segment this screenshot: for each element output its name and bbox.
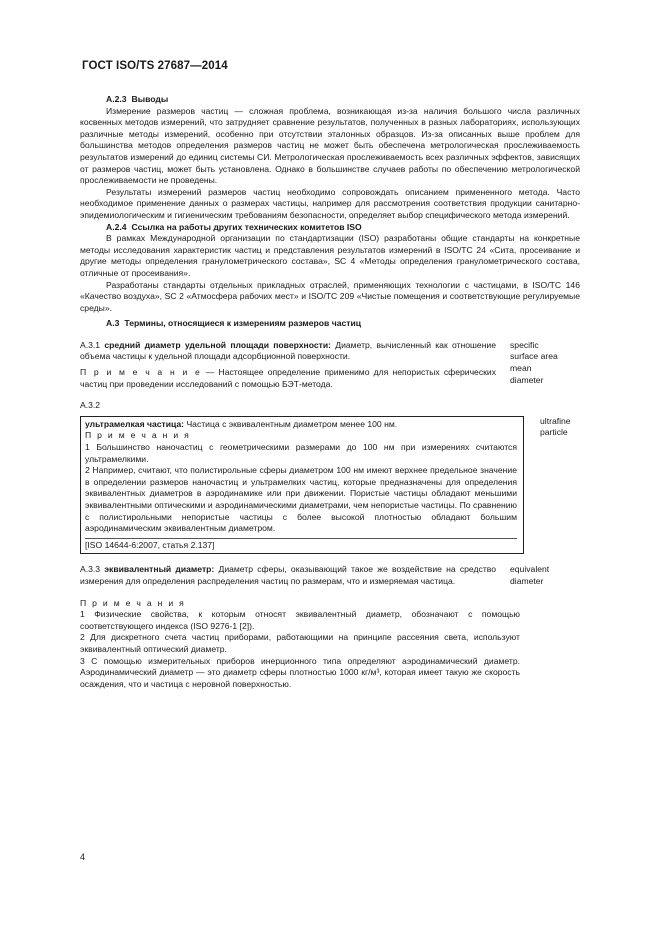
term-entry-a33 (80, 564, 580, 587)
term-number: А.3.3 (80, 564, 101, 575)
english-term: ultrafine particle (540, 415, 571, 438)
note-item: 2 Для дискретного счета частиц приборами, работающими на принципе рассеяния света, используют эквивалентный оптический диаметр. (80, 632, 520, 654)
term-definition (80, 340, 496, 363)
english-term: equivalent diameter (510, 564, 550, 586)
notes-block-a33 (80, 598, 520, 691)
note-label: П р и м е ч а н и е (80, 367, 202, 378)
term-box (80, 416, 524, 555)
section-number: А.2.4 (106, 221, 127, 232)
term-name: средний диаметр удельной площади поверхности: (104, 339, 332, 350)
term-name: ультрамелкая частица: (85, 418, 185, 429)
paragraph: В рамках Международной организации по стандартизации (ISO) разработаны общие стандарты на конкретные методы исследования характеристик частиц и представления результатов измерений в ISO/TC 24 «Сита, просеивание и другие методы определения гранулометрического состава», SC 4 «Методы определения гранулометрического состава, отличные от просеивания». (80, 233, 580, 278)
note-item: 1 Физические свойства, к которым относят эквивалентный диаметр, обозначают с помощью соответствующего индекса (ISO 9276-1 [2]). (80, 609, 520, 631)
paragraph: Результаты измерений размеров частиц необходимо сопровождать описанием примененного метода. Часто необходимое применение данных о размерах частицы, например для рассмотрения соответствия продукции санитарно-эпидемиологическим и гигиеническим требованиям безопасности, определяет выбор специфического метода измерений. (80, 186, 580, 220)
term-name: эквивалентный диаметр: (104, 564, 215, 575)
term-definition (85, 419, 517, 431)
term-def-text: Диаметр, вычисленный как отношение объема частицы к удельной площади адсорбционной поверхности. (80, 339, 497, 362)
paragraph: Разработаны стандарты отдельных прикладных отраслей, применяющих технологии с частицами, в ISO/TC 146 «Качество воздуха», SC 2 «Атмосфера рабочих мест» и ISO/TC 209 «Чистые помещения и соответствующие регулируемые среды». (80, 279, 580, 313)
page-number: 4 (80, 852, 86, 862)
section-heading-a24 (80, 222, 580, 234)
section-title: Выводы (131, 94, 169, 104)
note-item: 3 С помощью измерительных приборов инерционного типа определяют аэродинамический диаметр. Аэродинамический диаметр — это диаметр сферы плотностью 1000 кг/м³, которая имеет такую же скорость осаждения, что и частица с неровной поверхностью. (80, 655, 520, 689)
section-title: Ссылка на работы других технических комитетов ISO (131, 221, 362, 232)
section-title: Термины, относящиеся к измерениям размеров частиц (124, 318, 362, 329)
notes-label: П р и м е ч а н и я (85, 430, 191, 441)
term-number: А.3.2 (80, 400, 101, 411)
section-heading-a23 (80, 94, 580, 106)
note-item: 2 Например, считают, что полистирольные сферы диаметром 100 нм имеют верхнее предельное значение в определении размеров наночастиц и ультрамелких частиц, которые предназначены для определения эквивалентных диаметров в аэродинамике или при движении. Пористые частицы обладают меньшими эквивалентными оптическими и аэродинамическими диаметрами, чем непористые частицы. По сравнению с полистирольными непористые частицы с более высокой плотностью обладают большим аэродинамическим эквивалентным диаметром. (85, 465, 517, 534)
term-definition (80, 564, 496, 587)
notes-label: П р и м е ч а н и я (80, 597, 186, 608)
document-body (80, 94, 580, 690)
paragraph: Измерение размеров частиц — сложная проблема, возникающая из-за наличия большого числа различных косвенных методов измерений, что затрудняет сравнение результатов, полученных в разных лабораториях, использующих различные методы измерений, особенно при отсутствии эталонных образцов. Из-за описанных выше проблем для большинства методов определения размеров частиц не может быть обеспечена метрологическая прослеживаемость результатов измерений до единиц системы СИ. Метрологическая прослеживаемость всех различных эффектов, зависящих от размеров частиц, может быть установлена. Однако в большинстве случаев работы по обеспечению метрологической прослеживаемости не проведены. (80, 105, 580, 186)
term-def-text: Частица с эквивалентным диаметром менее 100 нм. (186, 418, 398, 429)
section-number: А.2.3 (106, 94, 127, 104)
note-text: — Настоящее определение применимо для непористых сферических частиц при проведении исследований с помощью БЭТ-метода. (80, 367, 496, 389)
term-note (80, 367, 496, 390)
source-reference: [ISO 14644-6:2007, статья 2.137] (85, 538, 517, 552)
term-number: А.3.1 (80, 339, 101, 350)
term-def-text: Диаметр сферы, оказывающий такое же воздействие на средство измерения для определения распределения частиц по размерам, что и измеряемая частица. (80, 564, 497, 586)
section-heading-a3 (80, 318, 580, 330)
page-header: ГОСТ ISO/TS 27687—2014 (82, 60, 228, 72)
term-entry-a31 (80, 340, 580, 390)
note-item: 1 Большинство наночастиц с геометрическими размерами до 100 нм при измерениях считаются ультрамелкими. (85, 442, 517, 464)
term-entry-a32 (80, 412, 580, 555)
section-number: А.3 (106, 318, 120, 329)
english-term: specific surface area mean diameter (510, 339, 558, 385)
